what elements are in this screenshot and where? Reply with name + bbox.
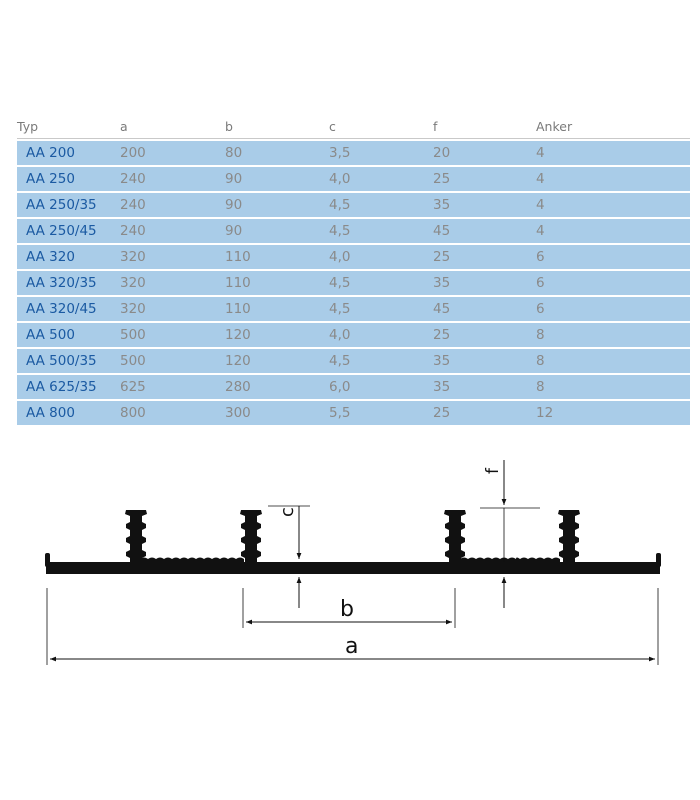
cell-b: 110 <box>225 275 251 291</box>
cell-anker: 4 <box>536 197 545 213</box>
cell-c: 4,0 <box>329 327 351 343</box>
cell-typ: AA 320 <box>26 249 75 265</box>
table-row <box>17 323 690 347</box>
cell-anker: 8 <box>536 353 545 369</box>
cell-f: 25 <box>433 249 451 265</box>
table-row <box>17 141 690 165</box>
cell-a: 625 <box>120 379 146 395</box>
dimension-f <box>480 460 540 608</box>
cell-a: 200 <box>120 145 146 161</box>
table-row <box>17 401 690 425</box>
cell-b: 90 <box>225 171 243 187</box>
cell-c: 6,0 <box>329 379 351 395</box>
cell-f: 25 <box>433 171 451 187</box>
table-row <box>17 271 690 295</box>
cell-b: 90 <box>225 197 243 213</box>
cell-f: 25 <box>433 327 451 343</box>
cell-a: 320 <box>120 249 146 265</box>
dimension-b <box>243 588 455 628</box>
spec-table <box>17 116 690 427</box>
cell-c: 3,5 <box>329 145 351 161</box>
cell-anker: 6 <box>536 301 545 317</box>
cell-typ: AA 320/35 <box>26 275 97 291</box>
table-row <box>17 375 690 399</box>
table-row <box>17 219 690 243</box>
anchor-rib-3 <box>444 510 466 562</box>
profile-end-left <box>45 553 50 567</box>
cell-a: 500 <box>120 353 146 369</box>
cell-anker: 4 <box>536 171 545 187</box>
cell-c: 4,5 <box>329 275 351 291</box>
table-row <box>17 297 690 321</box>
cell-typ: AA 800 <box>26 405 75 421</box>
cell-anker: 12 <box>536 405 554 421</box>
cell-typ: AA 500/35 <box>26 353 97 369</box>
header-typ: Typ <box>17 119 39 134</box>
profile-end-right <box>656 553 661 567</box>
cell-a: 240 <box>120 197 146 213</box>
label-f: f <box>483 468 503 474</box>
cell-typ: AA 200 <box>26 145 75 161</box>
cell-c: 4,0 <box>329 249 351 265</box>
cell-f: 25 <box>433 405 451 421</box>
cell-anker: 8 <box>536 379 545 395</box>
cell-typ: AA 250 <box>26 171 75 187</box>
cell-a: 800 <box>120 405 146 421</box>
dimension-c <box>268 506 310 608</box>
cell-a: 320 <box>120 301 146 317</box>
label-c: c <box>277 507 298 517</box>
cell-c: 4,5 <box>329 301 351 317</box>
cell-f: 35 <box>433 275 451 291</box>
cell-anker: 6 <box>536 275 545 291</box>
cell-anker: 6 <box>536 249 545 265</box>
header-b: b <box>225 119 233 134</box>
label-b: b <box>340 597 354 622</box>
cell-anker: 8 <box>536 327 545 343</box>
cell-f: 35 <box>433 353 451 369</box>
cell-typ: AA 625/35 <box>26 379 97 395</box>
table-body <box>17 141 690 425</box>
label-a: a <box>345 634 359 659</box>
cell-c: 4,5 <box>329 353 351 369</box>
cell-f: 45 <box>433 301 451 317</box>
cell-b: 90 <box>225 223 243 239</box>
cell-anker: 4 <box>536 223 545 239</box>
cell-b: 80 <box>225 145 243 161</box>
cell-b: 110 <box>225 301 251 317</box>
profile-drawing <box>0 440 700 680</box>
cell-f: 35 <box>433 379 451 395</box>
cell-a: 500 <box>120 327 146 343</box>
profile-base-strip <box>46 562 660 574</box>
cell-anker: 4 <box>536 145 545 161</box>
cell-typ: AA 320/45 <box>26 301 97 317</box>
table-header <box>17 116 690 139</box>
table-row <box>17 349 690 373</box>
cell-b: 280 <box>225 379 251 395</box>
cell-typ: AA 250/45 <box>26 223 97 239</box>
header-f: f <box>433 119 438 134</box>
cell-b: 300 <box>225 405 251 421</box>
header-a: a <box>120 119 128 134</box>
profile-serration-left <box>140 558 244 563</box>
cell-typ: AA 250/35 <box>26 197 97 213</box>
anchor-rib-1 <box>125 510 147 562</box>
cell-b: 120 <box>225 353 251 369</box>
cell-f: 20 <box>433 145 451 161</box>
header-anker: Anker <box>536 119 573 134</box>
profile-serration-right <box>460 558 560 563</box>
cell-a: 320 <box>120 275 146 291</box>
cell-typ: AA 500 <box>26 327 75 343</box>
cell-c: 4,5 <box>329 197 351 213</box>
cell-c: 4,0 <box>329 171 351 187</box>
cell-a: 240 <box>120 223 146 239</box>
table-row <box>17 193 690 217</box>
anchor-rib-2 <box>240 510 262 562</box>
anchor-rib-4 <box>558 510 580 562</box>
cell-b: 110 <box>225 249 251 265</box>
table-row <box>17 245 690 269</box>
cell-c: 4,5 <box>329 223 351 239</box>
table-row <box>17 167 690 191</box>
header-c: c <box>329 119 336 134</box>
cell-c: 5,5 <box>329 405 351 421</box>
cell-f: 35 <box>433 197 451 213</box>
cell-f: 45 <box>433 223 451 239</box>
cell-b: 120 <box>225 327 251 343</box>
cell-a: 240 <box>120 171 146 187</box>
